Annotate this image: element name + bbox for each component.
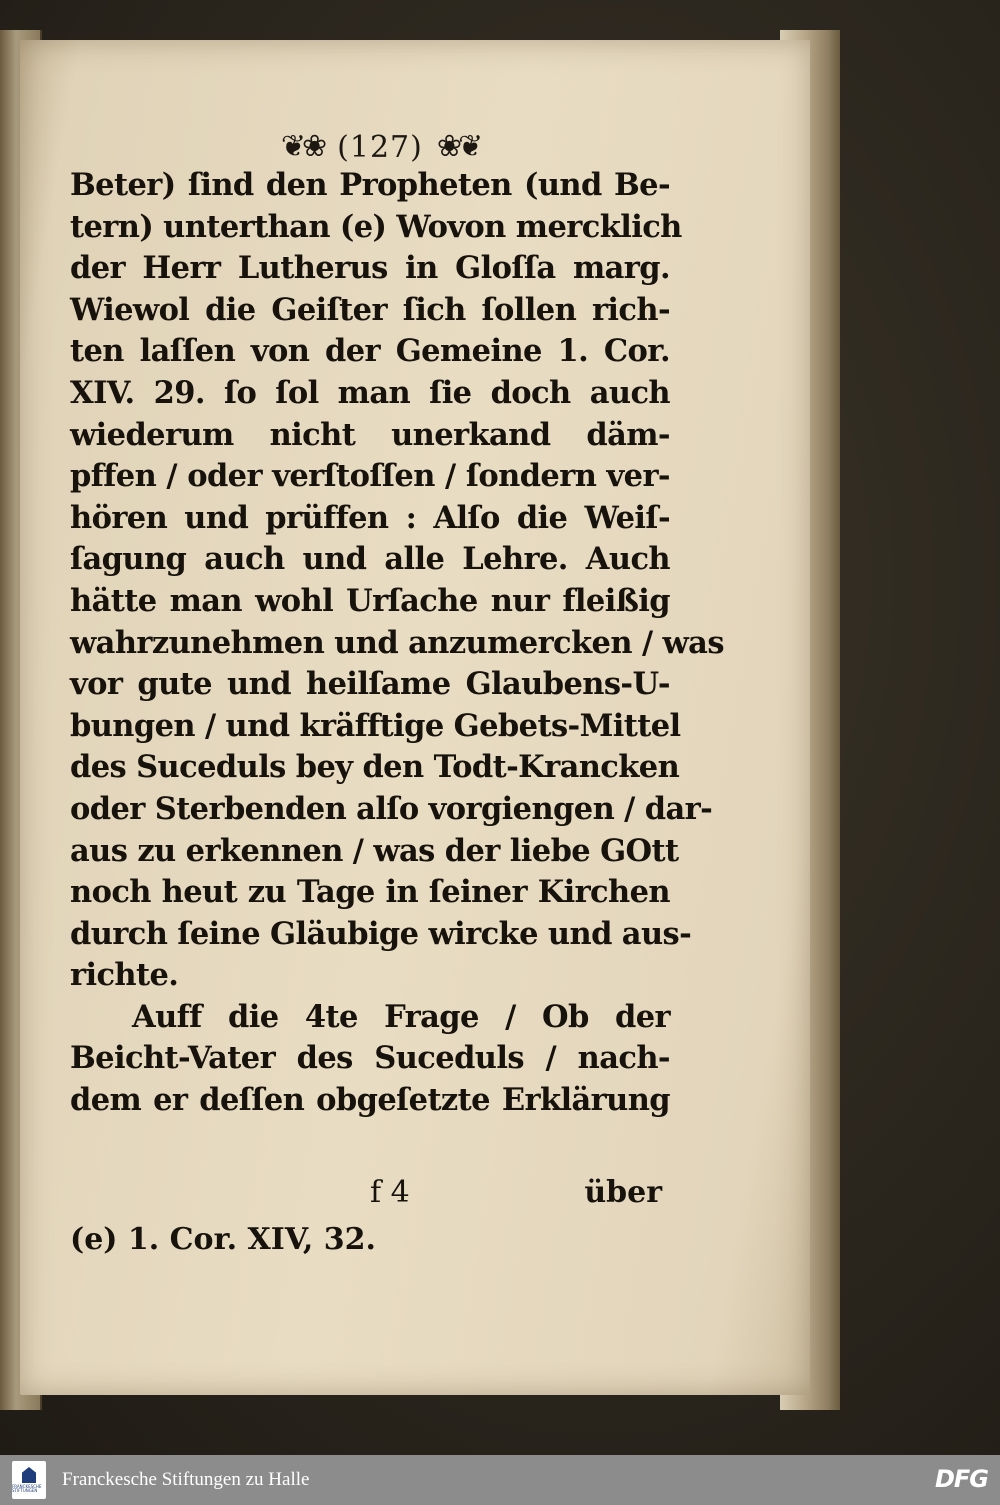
text-line: wiederum nicht unerkand däm-	[70, 416, 670, 453]
text-line: der Herr Lutherus in Gloſſa marg.	[70, 250, 670, 287]
paragraph-line: dem er deſſen obgeſetzte Erklärung	[70, 1082, 670, 1119]
text-line: oder Sterbenden alſo vorgiengen / dar-	[70, 790, 713, 827]
text-line: hätte man wohl Urſache nur fleißig	[70, 582, 670, 619]
footnote: (e) 1. Cor. XIV, 32.	[70, 1222, 376, 1257]
logo-text: FRANCKESCHE STIFTUNGEN	[12, 1484, 42, 1493]
institution-link[interactable]: Franckesche Stiftungen zu Halle	[62, 1469, 310, 1490]
paragraph-line: Auff die 4te Frage / Ob der	[132, 998, 670, 1035]
text-line: bungen / und kräfftige Gebets-Mittel	[70, 707, 681, 744]
signature-row	[70, 1175, 670, 1215]
signature-mark: f 4	[370, 1175, 410, 1210]
text-line: noch heut zu Tage in ſeiner Kirchen	[70, 874, 670, 911]
main-text	[70, 165, 724, 1122]
footer-bar	[0, 1455, 1000, 1505]
ornament-right-icon: ❀❦	[436, 129, 480, 164]
text-line: pffen / oder verſtoſſen / ſondern ver-	[70, 458, 670, 495]
text-line: ſagung auch und alle Lehre. Auch	[70, 541, 670, 578]
text-line: durch ſeine Gläubige wircke und aus-	[70, 915, 692, 952]
institution-logo-icon[interactable]	[12, 1461, 46, 1499]
text-line: ten laſſen von der Gemeine 1. Cor.	[70, 333, 670, 370]
dfg-logo[interactable]: DFG	[934, 1465, 988, 1493]
text-line: vor gute und heilſame Glaubens-U-	[70, 666, 670, 703]
text-line: hören und prüffen : Alſo die Weiſ-	[70, 499, 670, 536]
building-icon	[22, 1467, 36, 1483]
text-line: richte.	[70, 957, 179, 994]
text-line: XIV. 29. ſo ſol man ſie doch auch	[70, 374, 670, 411]
paragraph-line: Beicht-Vater des Suceduls / nach-	[70, 1040, 670, 1077]
catchword: über	[584, 1175, 662, 1210]
text-line: aus zu erkennen / was der liebe GOtt	[70, 832, 679, 869]
text-line: Wiewol die Geiſter ſich ſollen rich-	[70, 291, 670, 328]
text-line: Beter) ſind den Propheten (und Be-	[70, 167, 670, 203]
text-line: tern) unterthan (e) Wovon mercklich	[70, 208, 682, 245]
page-number: (127)	[337, 129, 423, 165]
text-line: wahrzunehmen und anzumercken / was	[70, 624, 724, 661]
text-line: des Suceduls bey den Todt-Krancken	[70, 749, 680, 786]
ornament-left-icon: ❦❀	[280, 129, 324, 164]
